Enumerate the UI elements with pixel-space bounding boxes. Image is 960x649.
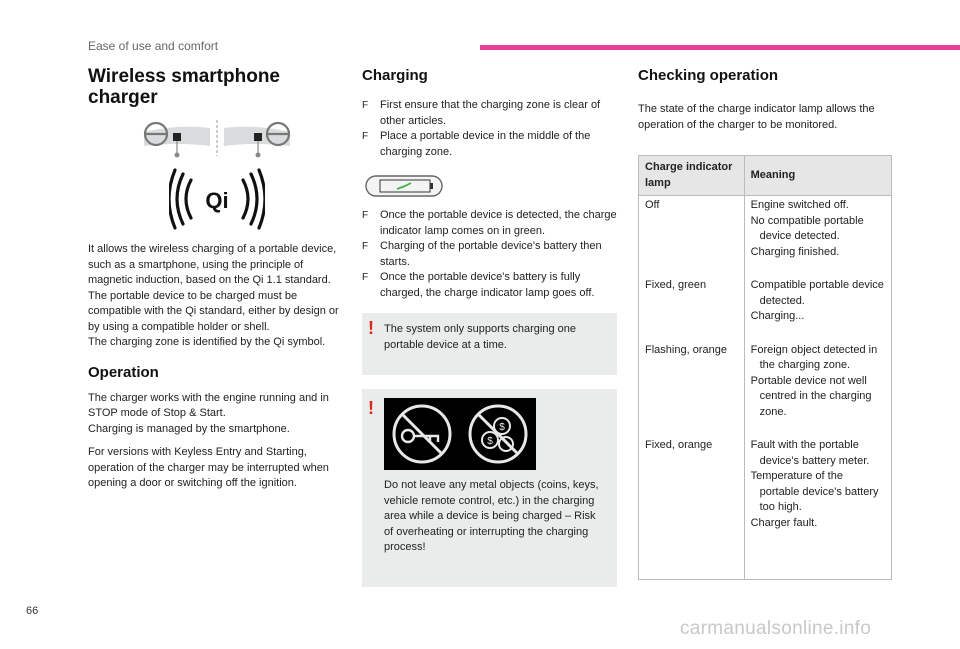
bullet-marker: F bbox=[362, 272, 369, 283]
svg-text:Qi: Qi bbox=[205, 188, 229, 213]
dashboard-console-illustration bbox=[142, 118, 292, 160]
charge-indicator-lamp-icon bbox=[365, 174, 447, 198]
meaning-cell: Foreign object detected in the charging zone. Portable device not well centred in the charging zone. bbox=[744, 341, 891, 437]
lamp-state: Fixed, green bbox=[639, 276, 745, 341]
column-header: Charge indicator lamp bbox=[639, 156, 745, 196]
warning-icon: ! bbox=[368, 398, 374, 418]
svg-text:$: $ bbox=[499, 422, 505, 433]
operation-paragraph: The charger works with the engine running and in STOP mode of Stop & Start. Charging is managed by the smartphone. bbox=[88, 391, 329, 435]
checking-heading: Checking operation bbox=[638, 67, 779, 84]
section-label: Ease of use and comfort bbox=[88, 39, 219, 53]
bullet-marker: F bbox=[362, 241, 369, 252]
charging-steps bbox=[362, 98, 617, 160]
table-row bbox=[639, 276, 892, 341]
no-metal-objects-icon bbox=[384, 398, 536, 470]
list-item: F Once the portable device's battery is fully charged, the charge indicator lamp goes off. bbox=[362, 271, 595, 299]
warning-box: ! $ $ Do not leave any metal objects (coins, keys, vehicle remote control, etc.) in the charging area while a device is being charged – Risk of overheating or interrupting the charging process! bbox=[362, 389, 617, 587]
qi-symbol-icon bbox=[169, 168, 265, 230]
meaning-cell: Fault with the portable device's battery meter. Temperature of the portable device's battery too high. Charger fault. bbox=[744, 436, 891, 580]
table-row bbox=[639, 196, 892, 277]
bullet-marker: F bbox=[362, 131, 369, 142]
column-charging bbox=[362, 66, 617, 587]
warning-box: ! The system only supports charging one portable device at a time. bbox=[362, 313, 617, 375]
warning-icon: ! bbox=[368, 318, 374, 338]
intro-text: It allows the wireless charging of a portable device, such as a smartphone, using the principle of magnetic induction, based on the Qi 1.1 standard. The portable device to be charged must be compatible with the Qi standard, either by design or by using a compatible holder or shell. The charging zone is identified by the Qi symbol. bbox=[88, 243, 339, 348]
list-item: F Once the portable device is detected, the charge indicator lamp comes on in green. bbox=[362, 209, 617, 237]
accent-bar bbox=[480, 45, 960, 50]
list-item: F Charging of the portable device's battery then starts. bbox=[362, 240, 602, 268]
meaning-cell: Engine switched off. No compatible portable device detected. Charging finished. bbox=[744, 196, 891, 277]
lamp-state: Fixed, orange bbox=[639, 436, 745, 580]
page-title: Wireless smartphone charger bbox=[88, 66, 281, 108]
column-header: Meaning bbox=[744, 156, 891, 196]
charging-steps bbox=[362, 208, 617, 301]
page-number: 66 bbox=[26, 605, 39, 617]
indicator-table bbox=[638, 155, 892, 580]
lamp-state: Flashing, orange bbox=[639, 341, 745, 437]
column-checking-operation bbox=[638, 66, 893, 580]
meaning-cell: Compatible portable device detected. Charging... bbox=[744, 276, 891, 341]
bullet-marker: F bbox=[362, 210, 369, 221]
svg-text:$: $ bbox=[487, 436, 493, 447]
charging-heading: Charging bbox=[362, 67, 428, 84]
table-row bbox=[639, 341, 892, 437]
operation-paragraph: For versions with Keyless Entry and Starting, operation of the charger may be interrupted when opening a door or switching off the ignition. bbox=[88, 446, 329, 489]
list-item: F First ensure that the charging zone is clear of other articles. bbox=[362, 99, 601, 127]
lamp-state: Off bbox=[639, 196, 745, 277]
watermark: carmanualsonline.info bbox=[680, 618, 872, 639]
checking-intro: The state of the charge indicator lamp allows the operation of the charger to be monitored. bbox=[638, 103, 875, 131]
table-header-row bbox=[639, 156, 892, 196]
operation-heading: Operation bbox=[88, 363, 159, 381]
column-wireless-charger bbox=[88, 66, 346, 500]
bullet-marker: F bbox=[362, 100, 369, 111]
list-item: F Place a portable device in the middle of the charging zone. bbox=[362, 130, 591, 158]
table-row bbox=[639, 436, 892, 580]
